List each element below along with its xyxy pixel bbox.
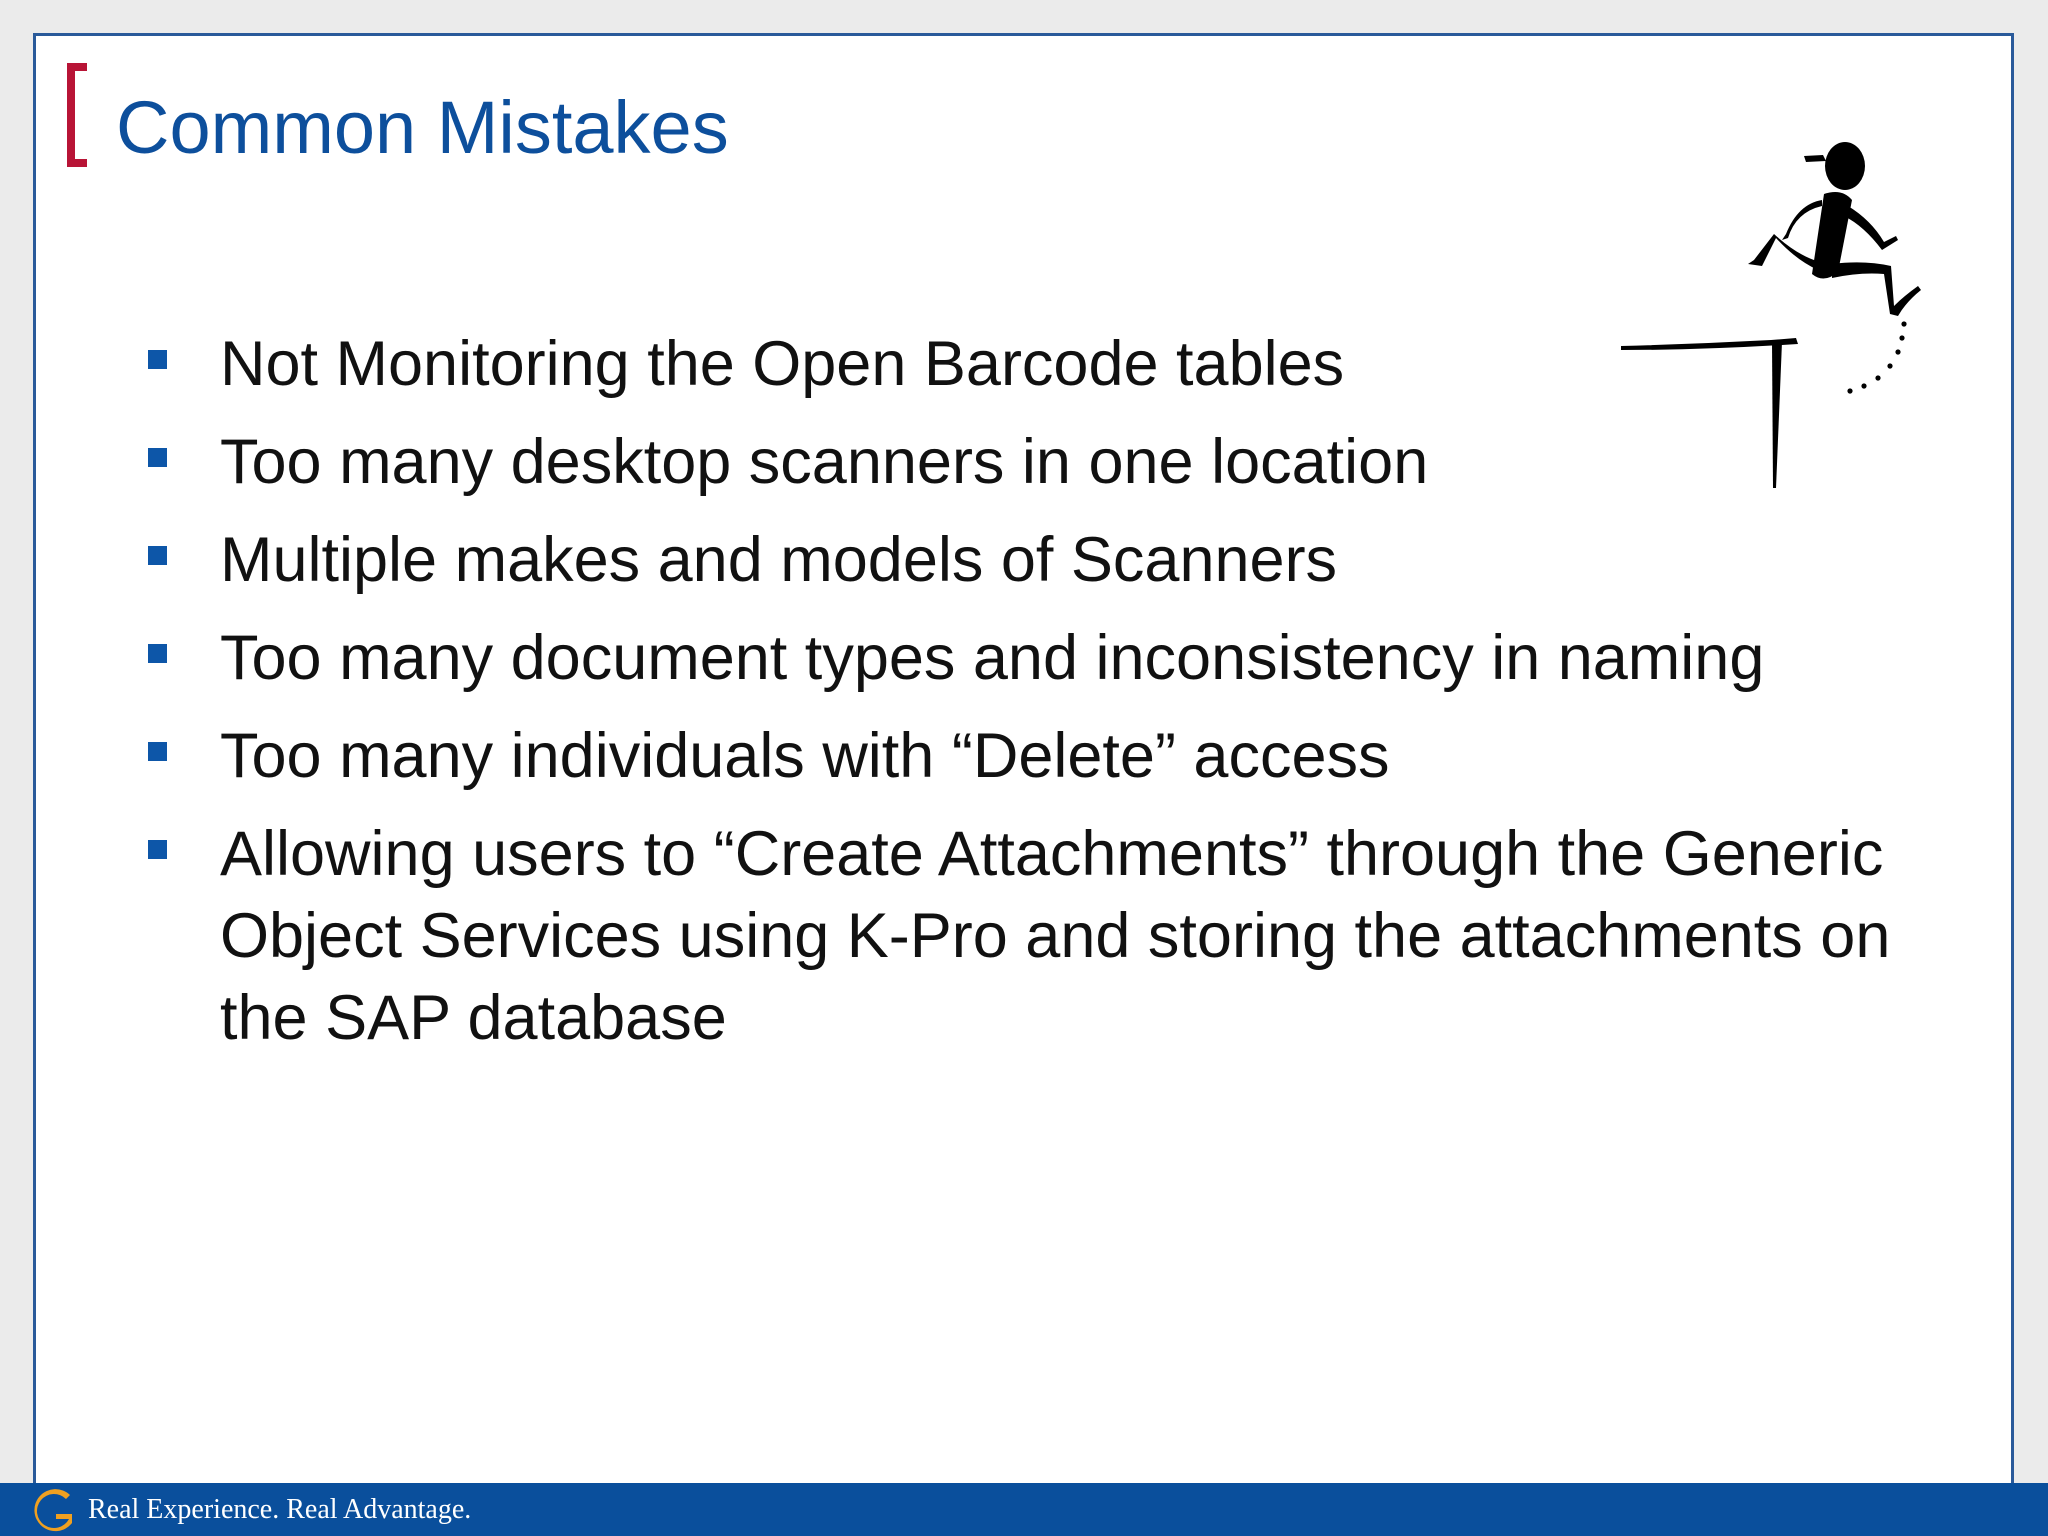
footer-tagline: Real Experience. Real Advantage. [88, 1494, 472, 1525]
slide [33, 33, 2014, 1536]
square-bullet-icon [148, 840, 167, 859]
square-bullet-icon [148, 644, 167, 663]
slide-title: Common Mistakes [116, 86, 729, 169]
bullet-text: Too many document types and inconsistency in naming [220, 623, 1765, 693]
bullet-text: Allowing users to “Create Attachments” through the Generic Object Services using K-Pro and storing the attachments on the SAP database [220, 819, 1891, 1053]
bullet-item [116, 323, 1966, 405]
square-bullet-icon [148, 546, 167, 565]
bullet-item [116, 519, 1966, 601]
square-bullet-icon [148, 448, 167, 467]
bullet-text: Too many individuals with “Delete” access [220, 721, 1390, 791]
bullet-text: Not Monitoring the Open Barcode tables [220, 329, 1345, 399]
bullet-text: Multiple makes and models of Scanners [220, 525, 1338, 595]
bullet-item [116, 715, 1966, 797]
footer-bar [0, 1483, 2048, 1536]
bullet-item [116, 617, 1966, 699]
square-bullet-icon [148, 742, 167, 761]
bullet-item [116, 813, 1966, 1059]
left-bracket-icon [67, 63, 87, 167]
bullet-item [116, 421, 1966, 503]
square-bullet-icon [148, 350, 167, 369]
bullet-text: Too many desktop scanners in one location [220, 427, 1429, 497]
bullet-list [116, 323, 1966, 1075]
g-logo-icon [30, 1487, 76, 1535]
